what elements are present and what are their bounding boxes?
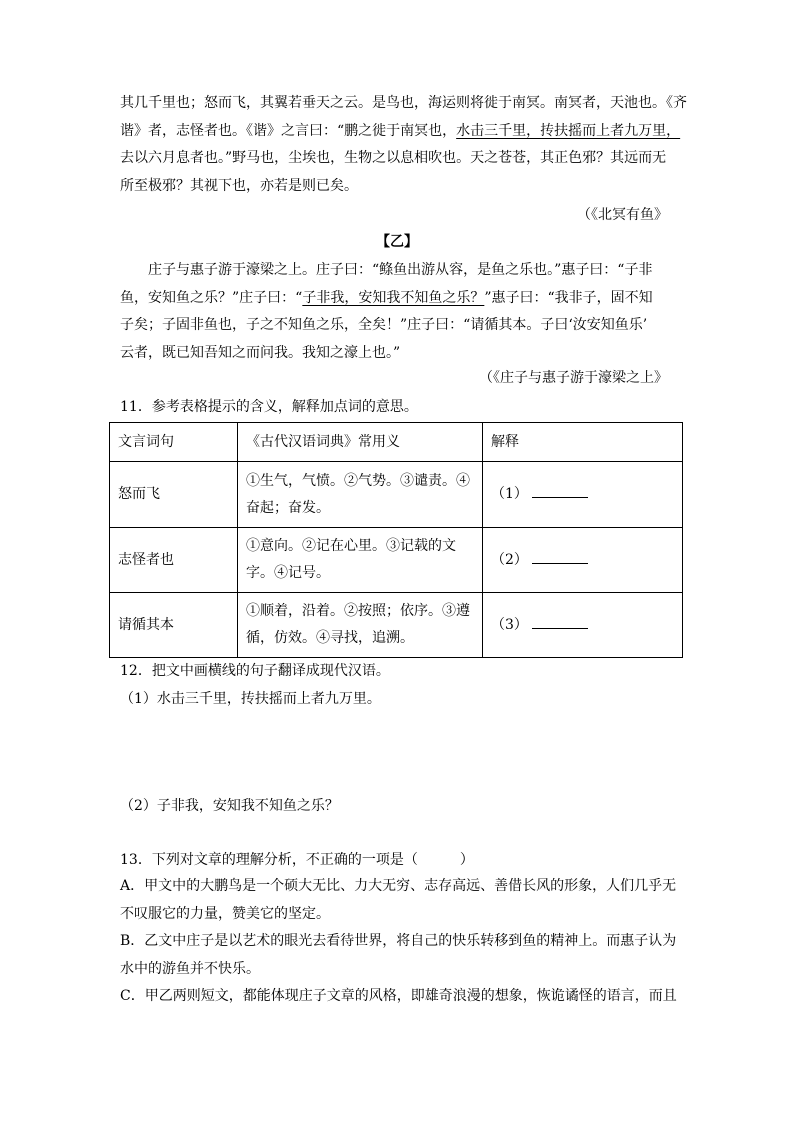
- jia-line-3: 去以六月息者也。”野马也，尘埃也，生物之以息相吹也。天之苍苍，其正色邪？其远而无: [120, 150, 667, 166]
- answer-label: （3）: [491, 616, 528, 633]
- jia-line-2-text: 谐》者，志怪者也。《谐》之言曰：“鹏之徙于南冥也，: [120, 122, 457, 139]
- meaning-cell: ①顺着，沿着。②按照；依序。③遵循，仿效。④寻找，追溯。: [238, 593, 483, 658]
- answer-cell[interactable]: [483, 593, 683, 658]
- jia-line-1: 其几千里也；怒而飞，其翼若垂天之云。是鸟也，海运则将徙于南冥。南冥者，天池也。《齐: [120, 95, 687, 111]
- option-a-line-2: 不叹服它的力量，赞美它的坚定。: [120, 905, 330, 922]
- yi-line-2: [120, 285, 680, 313]
- jia-source: （《北冥有鱼》: [577, 207, 668, 223]
- phrase-cell: 志怪者也: [110, 528, 238, 593]
- yi-line-2-end: ”惠子曰：“我非子，固不知: [484, 289, 653, 306]
- answer-label: （1）: [491, 486, 528, 502]
- yi-underlined-sentence: 子非我，安知我不知鱼之乐？: [302, 289, 485, 306]
- jia-line-4: 所至极邪？其视下也，亦若是则已矣。: [120, 177, 358, 194]
- table-header-row: [110, 423, 683, 462]
- meaning-cell: ①生气，气愤。②气势。③谴责。④奋起；奋发。: [238, 462, 483, 528]
- yi-heading: 【乙】: [376, 234, 418, 250]
- option-c-line-1: C．甲乙两则短文，都能体现庄子文章的风格，即雄奇浪漫的想象，恢诡谲怪的语言，而且: [120, 988, 677, 1004]
- answer-blank[interactable]: [532, 549, 588, 564]
- meaning-cell: ①意向。②记在心里。③记载的文字。④记号。: [238, 528, 483, 593]
- header-phrase: 文言词句: [110, 423, 238, 462]
- table-row: [110, 528, 683, 593]
- q11-prompt: 11．参考表格提示的含义，解释加点词的意思。: [120, 399, 418, 415]
- yi-source: （《庄子与惠子游于濠梁之上》: [479, 370, 668, 386]
- jia-line-2: [120, 118, 680, 146]
- yi-passage: [120, 257, 680, 367]
- gloss-table: [109, 422, 683, 658]
- header-answer: 解释: [483, 423, 683, 462]
- q12-sub2: （2）子非我，安知我不知鱼之乐？: [120, 798, 339, 814]
- answer-blank[interactable]: [532, 614, 588, 629]
- header-meaning: 《古代汉语词典》常用义: [238, 423, 483, 462]
- q13-prompt: 13．下列对文章的理解分析，不正确的一项是（ ）: [120, 852, 474, 868]
- option-b-line-2: 水中的游鱼并不快乐。: [120, 960, 260, 977]
- yi-line-1: 庄子与惠子游于濠梁之上。庄子曰：“鲦鱼出游从容，是鱼之乐也。”惠子曰：“子非: [120, 262, 653, 278]
- phrase-cell: 怒而飞: [110, 462, 238, 528]
- jia-passage: [120, 90, 687, 200]
- answer-label: （2）: [491, 551, 528, 568]
- q12-sub1: （1）水击三千里，抟扶摇而上者九万里。: [120, 691, 381, 707]
- table-row: [110, 462, 683, 528]
- phrase-cell: 请循其本: [110, 593, 238, 658]
- option-a-line-1: A．甲文中的大鹏鸟是一个硕大无比、力大无穷、志存高远、善借长风的形象，人们几乎无: [120, 878, 677, 894]
- answer-cell[interactable]: [483, 528, 683, 593]
- answer-blank[interactable]: [532, 483, 588, 498]
- option-b-line-1: B．乙文中庄子是以艺术的眼光去看待世界，将自己的快乐转移到鱼的精神上。而惠子认为: [120, 933, 677, 949]
- q12-prompt: 12．把文中画横线的句子翻译成现代汉语。: [120, 663, 390, 679]
- jia-underlined-sentence: 水击三千里，抟扶摇而上者九万里，: [456, 122, 681, 139]
- yi-line-4: 云者，既已知吾知之而问我。我知之濠上也。”: [120, 344, 401, 361]
- answer-cell[interactable]: [483, 462, 683, 528]
- yi-line-2-start: 鱼，安知鱼之乐？”庄子曰：“: [120, 289, 303, 306]
- q13-options: [120, 873, 680, 1011]
- table-row: [110, 593, 683, 658]
- yi-line-3: 子矣；子固非鱼也，子之不知鱼之乐，全矣！”庄子曰：“请循其本。子曰‘汝安知鱼乐’: [120, 317, 648, 333]
